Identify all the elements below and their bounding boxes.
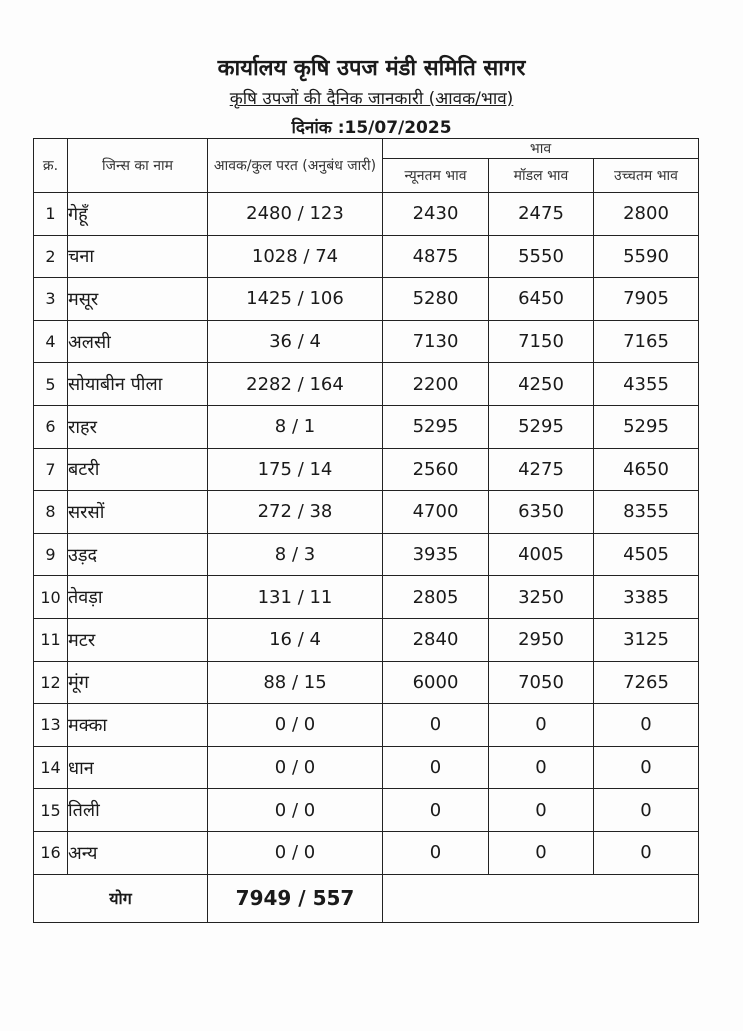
arrival-value: 16 / 4 (208, 618, 383, 661)
min-price: 5280 (383, 278, 489, 321)
header-commodity: जिन्स का नाम (68, 139, 208, 193)
min-price: 2560 (383, 448, 489, 491)
modal-price: 2475 (489, 193, 594, 236)
commodity-name: उड़द (68, 533, 208, 576)
row-number: 16 (34, 831, 68, 874)
min-price: 2200 (383, 363, 489, 406)
arrival-value: 131 / 11 (208, 576, 383, 619)
min-price: 2840 (383, 618, 489, 661)
header-min-price: न्यूनतम भाव (383, 159, 489, 193)
modal-price: 0 (489, 704, 594, 747)
row-number: 10 (34, 576, 68, 619)
arrival-value: 272 / 38 (208, 491, 383, 534)
header-arrival: आवक/कुल परत (अनुबंध जारी) (208, 139, 383, 193)
commodity-name: मटर (68, 618, 208, 661)
commodity-name: सोयाबीन पीला (68, 363, 208, 406)
commodity-name: चना (68, 235, 208, 278)
min-price: 5295 (383, 405, 489, 448)
min-price: 0 (383, 704, 489, 747)
max-price: 0 (594, 704, 699, 747)
row-number: 8 (34, 491, 68, 534)
max-price: 4505 (594, 533, 699, 576)
max-price: 7265 (594, 661, 699, 704)
max-price: 5295 (594, 405, 699, 448)
max-price: 8355 (594, 491, 699, 534)
row-number: 5 (34, 363, 68, 406)
row-number: 14 (34, 746, 68, 789)
modal-price: 6450 (489, 278, 594, 321)
arrival-value: 175 / 14 (208, 448, 383, 491)
table-row (34, 193, 699, 236)
commodity-name: अन्य (68, 831, 208, 874)
table-row (34, 235, 699, 278)
min-price: 4700 (383, 491, 489, 534)
modal-price: 4275 (489, 448, 594, 491)
arrival-value: 2480 / 123 (208, 193, 383, 236)
row-number: 6 (34, 405, 68, 448)
max-price: 0 (594, 831, 699, 874)
office-title: कार्यालय कृषि उपज मंडी समिति सागर (217, 56, 526, 81)
table-row (34, 746, 699, 789)
header-max-price: उच्चतम भाव (594, 159, 699, 193)
arrival-value: 8 / 3 (208, 533, 383, 576)
min-price: 2430 (383, 193, 489, 236)
commodity-name: गेहूँ (68, 193, 208, 236)
commodity-name: धान (68, 746, 208, 789)
modal-price: 6350 (489, 491, 594, 534)
row-number: 3 (34, 278, 68, 321)
table-body (34, 193, 699, 875)
modal-price: 4250 (489, 363, 594, 406)
min-price: 0 (383, 789, 489, 832)
row-number: 1 (34, 193, 68, 236)
modal-price: 7150 (489, 320, 594, 363)
arrival-value: 0 / 0 (208, 789, 383, 832)
max-price: 0 (594, 789, 699, 832)
table-row (34, 831, 699, 874)
table-row (34, 448, 699, 491)
min-price: 3935 (383, 533, 489, 576)
modal-price: 0 (489, 789, 594, 832)
table-row (34, 363, 699, 406)
max-price: 7165 (594, 320, 699, 363)
commodity-name: मक्का (68, 704, 208, 747)
table-row (34, 491, 699, 534)
min-price: 6000 (383, 661, 489, 704)
total-label: योग (34, 874, 208, 922)
max-price: 3385 (594, 576, 699, 619)
table-row (34, 320, 699, 363)
max-price: 4355 (594, 363, 699, 406)
commodity-name: बटरी (68, 448, 208, 491)
arrival-value: 2282 / 164 (208, 363, 383, 406)
table-row (34, 704, 699, 747)
modal-price: 3250 (489, 576, 594, 619)
commodity-name: तिली (68, 789, 208, 832)
modal-price: 0 (489, 746, 594, 789)
table-row (34, 405, 699, 448)
row-number: 11 (34, 618, 68, 661)
row-number: 7 (34, 448, 68, 491)
modal-price: 0 (489, 831, 594, 874)
commodity-name: मूंग (68, 661, 208, 704)
commodity-name: सरसों (68, 491, 208, 534)
table-row (34, 661, 699, 704)
commodity-name: राहर (68, 405, 208, 448)
commodity-name: मसूर (68, 278, 208, 321)
max-price: 5590 (594, 235, 699, 278)
header-sn: क्र. (34, 139, 68, 193)
arrival-value: 1425 / 106 (208, 278, 383, 321)
table-row (34, 278, 699, 321)
row-number: 12 (34, 661, 68, 704)
max-price: 0 (594, 746, 699, 789)
modal-price: 5295 (489, 405, 594, 448)
max-price: 3125 (594, 618, 699, 661)
arrival-value: 8 / 1 (208, 405, 383, 448)
commodity-name: तेवड़ा (68, 576, 208, 619)
max-price: 2800 (594, 193, 699, 236)
modal-price: 4005 (489, 533, 594, 576)
report-date: दिनांक :15/07/2025 (291, 118, 452, 138)
total-row (34, 874, 699, 922)
min-price: 4875 (383, 235, 489, 278)
commodity-name: अलसी (68, 320, 208, 363)
mandi-rates-table (33, 138, 699, 923)
row-number: 13 (34, 704, 68, 747)
arrival-value: 36 / 4 (208, 320, 383, 363)
arrival-value: 0 / 0 (208, 704, 383, 747)
modal-price: 5550 (489, 235, 594, 278)
min-price: 2805 (383, 576, 489, 619)
max-price: 7905 (594, 278, 699, 321)
table-row (34, 618, 699, 661)
table-row (34, 533, 699, 576)
row-number: 2 (34, 235, 68, 278)
row-number: 9 (34, 533, 68, 576)
row-number: 4 (34, 320, 68, 363)
modal-price: 7050 (489, 661, 594, 704)
max-price: 4650 (594, 448, 699, 491)
report-subtitle (0, 86, 743, 109)
header-price-group: भाव (383, 139, 699, 159)
total-blank (383, 874, 699, 922)
total-value: 7949 / 557 (208, 874, 383, 922)
min-price: 0 (383, 831, 489, 874)
min-price: 7130 (383, 320, 489, 363)
arrival-value: 0 / 0 (208, 746, 383, 789)
min-price: 0 (383, 746, 489, 789)
table-row (34, 576, 699, 619)
table-row (34, 789, 699, 832)
report-subtitle-text: कृषि उपजों की दैनिक जानकारी (आवक/भाव) (229, 89, 514, 109)
arrival-value: 88 / 15 (208, 661, 383, 704)
arrival-value: 0 / 0 (208, 831, 383, 874)
header-modal-price: मॉडल भाव (489, 159, 594, 193)
modal-price: 2950 (489, 618, 594, 661)
arrival-value: 1028 / 74 (208, 235, 383, 278)
row-number: 15 (34, 789, 68, 832)
